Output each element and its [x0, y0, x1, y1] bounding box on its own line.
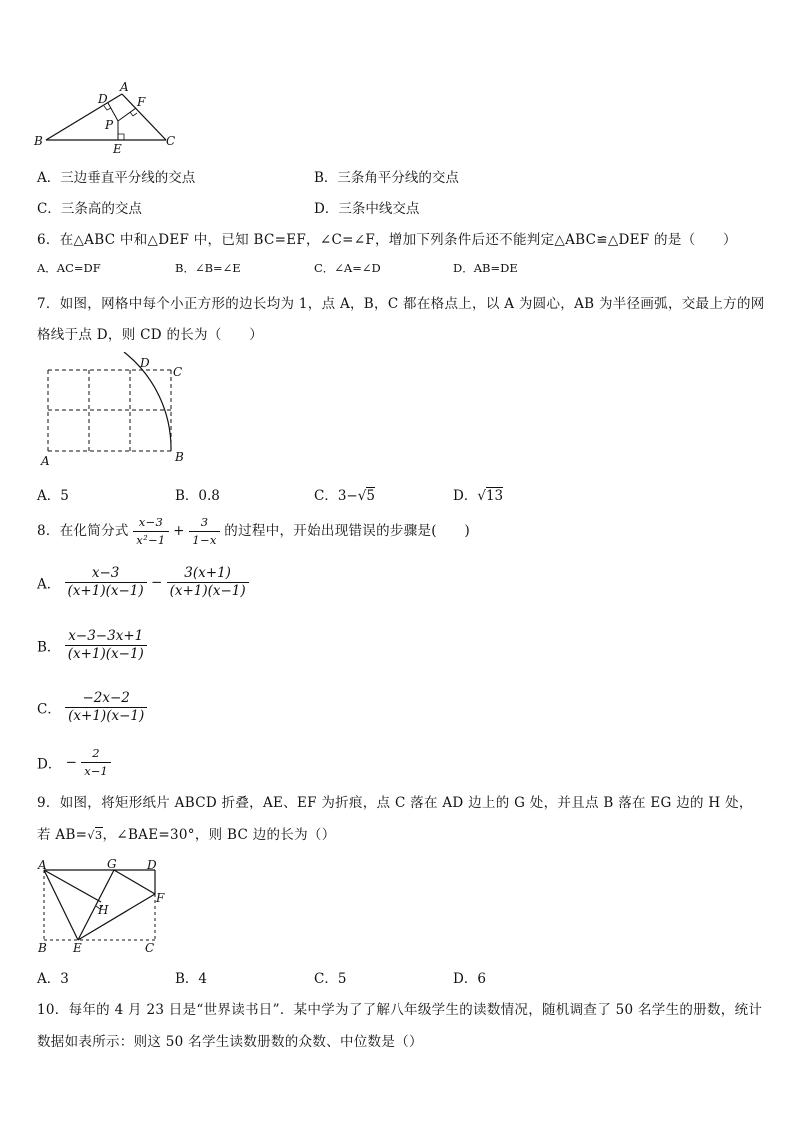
- q8-stem-suffix: 的过程中，开始出现错误的步骤是( ): [224, 523, 471, 539]
- q7-stem-line1: 7．如图，网格中每个小正方形的边长均为 1，点 A，B，C 都在格点上，以 A 为圆心，AB 为半径画弧，交最上方的网: [37, 296, 765, 312]
- q5-option-c[interactable]: C．三条高的交点: [37, 201, 142, 217]
- denominator: x²−1: [136, 533, 166, 547]
- fraction: [65, 628, 147, 663]
- label-d: D: [147, 858, 157, 872]
- denominator: 1−x: [192, 533, 217, 547]
- denominator: x−1: [84, 764, 108, 778]
- q7-option-d[interactable]: [453, 484, 503, 504]
- label-b: B: [175, 450, 184, 464]
- label-b: B: [34, 134, 43, 148]
- q6-option-c[interactable]: C．∠A=∠D: [314, 261, 381, 275]
- q7-option-c[interactable]: [314, 484, 375, 504]
- q5-option-d[interactable]: D．三条中线交点: [314, 201, 420, 217]
- q7-stem-line2: 格线于点 D，则 CD 的长为（ ）: [37, 327, 264, 343]
- numerator: x−3: [133, 514, 168, 532]
- q5-option-a[interactable]: A．三边垂直平分线的交点: [37, 170, 196, 186]
- radicand: 5: [366, 488, 375, 504]
- q8-option-c[interactable]: [37, 690, 147, 725]
- q9-stem-part-a: 若 AB=: [37, 827, 88, 843]
- label-p: P: [105, 118, 114, 132]
- option-label: C．: [314, 488, 338, 504]
- q9-option-c[interactable]: C．5: [314, 971, 347, 987]
- q10-stem-line2: 数据如表所示：则这 50 名学生读数册数的众数、中位数是（）: [37, 1034, 423, 1050]
- fraction-2: [167, 565, 249, 600]
- minus-sign: −: [65, 754, 77, 771]
- label-g: G: [107, 857, 117, 871]
- label-a: A: [38, 858, 47, 872]
- sqrt-symbol: √: [87, 828, 95, 842]
- plus-sign: +: [173, 523, 185, 539]
- q7-option-b[interactable]: B．0.8: [175, 488, 220, 504]
- label-f: F: [156, 891, 165, 905]
- q8-stem-prefix: 8．在化简分式: [37, 523, 129, 539]
- sqrt-symbol: √: [357, 488, 367, 504]
- label-c: C: [173, 365, 183, 379]
- triangle-figure-q5: [30, 78, 190, 158]
- q6-option-b[interactable]: B．∠B=∠E: [175, 261, 241, 275]
- numerator: 3: [189, 514, 219, 532]
- option-label: A．: [37, 576, 61, 593]
- option-label: D．: [37, 756, 62, 773]
- stem-fraction-1: [133, 514, 168, 549]
- denominator: (x+1)(x−1): [68, 708, 145, 724]
- fraction-1: [65, 565, 147, 600]
- numerator: x−3: [65, 565, 147, 583]
- label-b: B: [38, 941, 47, 955]
- q9-option-a[interactable]: A．3: [37, 971, 69, 987]
- label-d: D: [98, 92, 108, 106]
- label-a: A: [41, 454, 50, 467]
- q9-stem-line1: 9．如图，将矩形纸片 ABCD 折叠，AE、EF 为折痕，点 C 落在 AD 边上的 G 处，并且点 B 落在 EG 边的 H 处，: [37, 795, 753, 811]
- label-e: E: [73, 941, 82, 955]
- fraction: [81, 745, 110, 780]
- q9-option-d[interactable]: D．6: [453, 971, 486, 987]
- fraction: [65, 690, 147, 725]
- label-f: F: [137, 95, 146, 109]
- label-c: C: [166, 134, 176, 148]
- stem-fraction-2: [189, 514, 219, 549]
- numerator: −2x−2: [65, 690, 147, 708]
- numerator: 2: [81, 745, 110, 763]
- q5-option-b[interactable]: B．三条角平分线的交点: [314, 170, 459, 186]
- q8-option-b[interactable]: [37, 628, 147, 663]
- q9-stem-line2: [37, 823, 336, 843]
- numerator: x−3−3x+1: [65, 628, 147, 646]
- grid-figure-q7: [36, 352, 196, 467]
- denominator: (x+1)(x−1): [169, 583, 246, 599]
- denominator: (x+1)(x−1): [67, 646, 144, 662]
- option-label: D．: [453, 488, 478, 504]
- option-label: B．: [37, 639, 61, 656]
- denominator: (x+1)(x−1): [67, 583, 144, 599]
- radicand: 3: [94, 828, 103, 842]
- q7-option-a[interactable]: A．5: [37, 488, 69, 504]
- q6-option-a[interactable]: A．AC=DF: [37, 261, 101, 275]
- q6-option-d[interactable]: D．AB=DE: [453, 261, 518, 275]
- label-c: C: [145, 941, 155, 955]
- minus-sign: −: [150, 574, 163, 591]
- q9-stem-part-b: ，∠BAE=30°，则 BC 边的长为（）: [102, 827, 336, 843]
- radicand: 13: [485, 488, 504, 504]
- numerator: 3(x+1): [167, 565, 249, 583]
- q6-stem: 6．在△ABC 中和△DEF 中，已知 BC=EF，∠C=∠F，增加下列条件后还不能判定△ABC≌△DEF 的是（ ）: [37, 232, 737, 248]
- q8-stem: [37, 514, 470, 549]
- label-a: A: [120, 80, 129, 94]
- label-h: H: [98, 903, 109, 917]
- q8-option-a[interactable]: [37, 565, 249, 600]
- label-d: D: [140, 356, 150, 370]
- option-expr: 3−: [337, 488, 358, 504]
- q8-option-d[interactable]: [37, 745, 111, 780]
- option-label: C．: [37, 701, 61, 718]
- q10-stem-line1: 10．每年的 4 月 23 日是“世界读书日”．某中学为了了解八年级学生的读数情况，随机调查了 50 名学生的册数，统计: [37, 1002, 763, 1018]
- q9-option-b[interactable]: B．4: [175, 971, 208, 987]
- rectangle-fold-figure-q9: [34, 856, 174, 956]
- label-e: E: [113, 142, 122, 156]
- sqrt-symbol: √: [477, 488, 486, 504]
